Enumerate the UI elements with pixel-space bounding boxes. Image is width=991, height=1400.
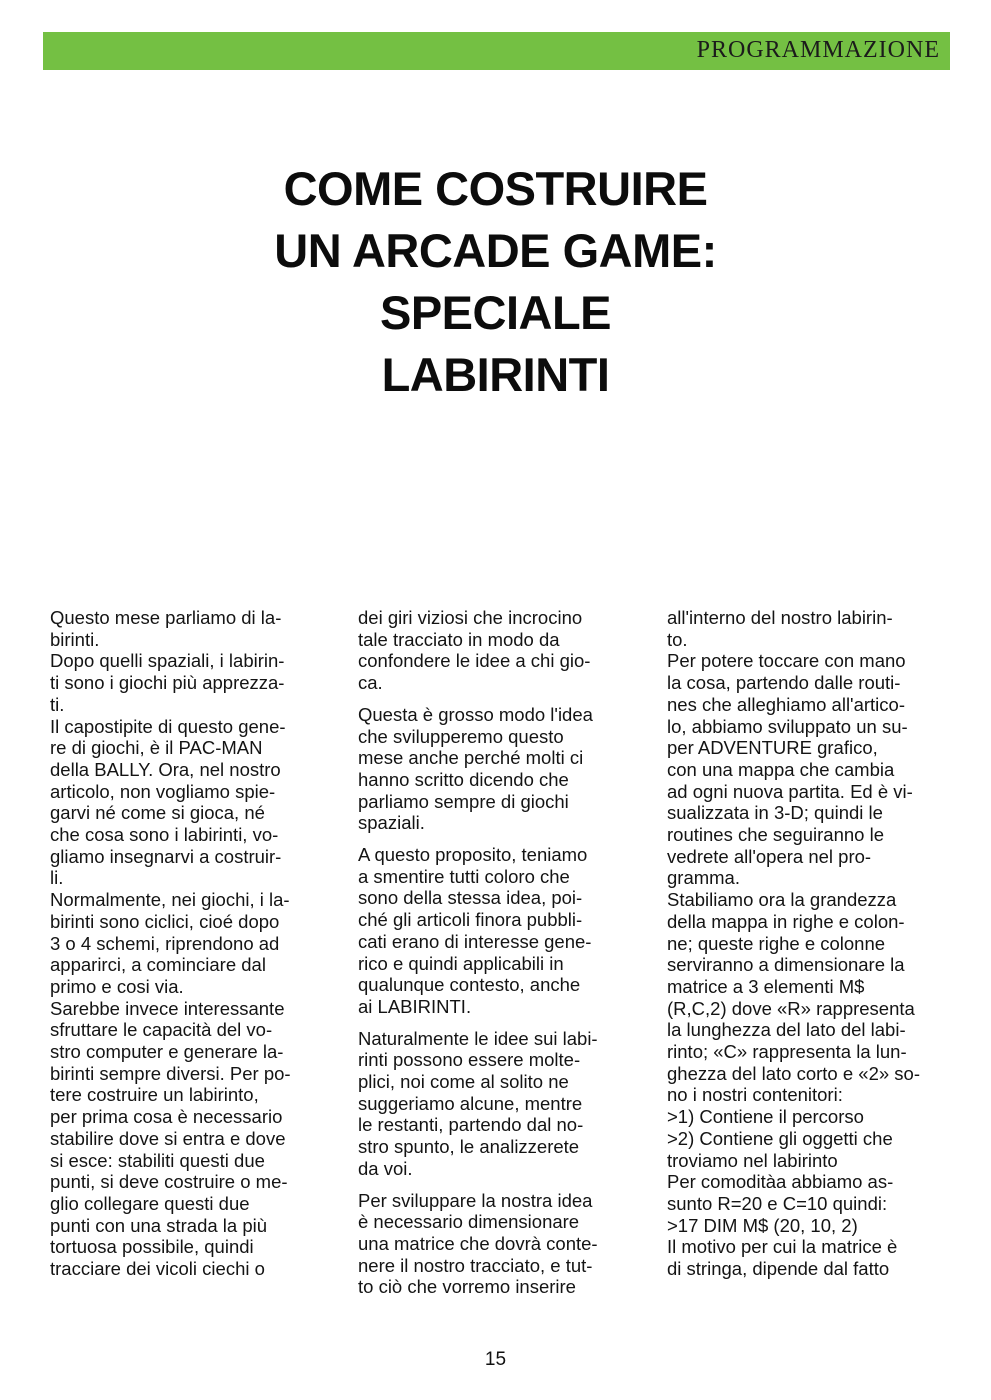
- text-line: gliamo insegnarvi a costruir-: [50, 845, 282, 867]
- text-line: re di giochi, è il PAC-MAN: [50, 737, 263, 759]
- text-line: hanno scritto dicendo che: [358, 768, 569, 790]
- text-line: birinti sempre diversi. Per po-: [50, 1062, 291, 1084]
- text-line: della mappa in righe e colon-: [667, 910, 905, 932]
- text-line: apparirci, a cominciare dal: [50, 954, 266, 976]
- text-line: con una mappa che cambia: [667, 758, 895, 780]
- text-line: birinti.: [50, 628, 100, 650]
- text-line: che cosa sono i labirinti, vo-: [50, 824, 279, 846]
- text-line: ca.: [358, 672, 383, 694]
- paragraph: [358, 844, 646, 1018]
- text-line: Per sviluppare la nostra idea: [358, 1189, 593, 1211]
- text-line: all'interno del nostro labirin-: [667, 607, 893, 628]
- text-line: to.: [667, 628, 688, 650]
- text-line: una matrice che dovrà conte-: [358, 1232, 598, 1254]
- text-column-2: [358, 607, 646, 1298]
- text-line: garvi né come si gioca, né: [50, 802, 265, 824]
- text-line: da voi.: [358, 1157, 413, 1179]
- text-line: di stringa, dipende dal fatto: [667, 1258, 890, 1280]
- text-line: >17 DIM M$ (20, 10, 2): [667, 1214, 858, 1236]
- text-line: punti con una strada la più: [50, 1214, 268, 1236]
- text-line: primo e cosi via.: [50, 975, 184, 997]
- text-line: stro computer e generare la-: [50, 1041, 284, 1063]
- text-line: suggeriamo alcune, mentre: [358, 1092, 583, 1114]
- text-line: confondere le idee a chi gio-: [358, 650, 591, 672]
- text-line: ghezza del lato corto e «2» so-: [667, 1062, 920, 1084]
- title-line: LABIRINTI: [381, 348, 610, 401]
- text-line: parliamo sempre di giochi: [358, 790, 569, 812]
- text-line: sunto R=20 e C=10 quindi:: [667, 1192, 888, 1214]
- text-line: articolo, non vogliamo spie-: [50, 780, 276, 802]
- text-line: stro spunto, le analizzerete: [358, 1136, 580, 1158]
- text-line: A questo proposito, teniamo: [358, 844, 588, 866]
- text-line: ne; queste righe e colonne: [667, 932, 886, 954]
- paragraph: [50, 607, 338, 1280]
- text-line: (R,C,2) dove «R» rappresenta: [667, 997, 915, 1019]
- text-line: Per comoditàa abbiamo as-: [667, 1171, 894, 1193]
- text-line: Per potere toccare con mano: [667, 650, 906, 672]
- text-line: Stabiliamo ora la grandezza: [667, 889, 897, 911]
- paragraph: [358, 1028, 646, 1180]
- text-line: Questo mese parliamo di la-: [50, 607, 282, 628]
- text-line: che svilupperemo questo: [358, 725, 564, 747]
- text-line: Sarebbe invece interessante: [50, 997, 285, 1019]
- text-line: nes che alleghiamo all'artico-: [667, 693, 905, 715]
- text-line: sfruttare le capacità del vo-: [50, 1019, 273, 1041]
- text-line: rico e quindi applicabili in: [358, 952, 564, 974]
- text-line: per ADVENTURE grafico,: [667, 737, 878, 759]
- text-line: no i nostri contenitori:: [667, 1084, 843, 1106]
- paragraph: [358, 704, 646, 834]
- text-line: lo, abbiamo sviluppato un su-: [667, 715, 908, 737]
- text-line: >1) Contiene il percorso: [667, 1106, 864, 1128]
- text-line: della BALLY. Ora, nel nostro: [50, 758, 281, 780]
- text-line: plici, noi come al solito ne: [358, 1071, 569, 1093]
- text-line: qualunque contesto, anche: [358, 974, 581, 996]
- text-line: 3 o 4 schemi, riprendono ad: [50, 932, 280, 954]
- text-line: tere costruire un labirinto,: [50, 1084, 259, 1106]
- text-line: rinti possono essere molte-: [358, 1049, 581, 1071]
- text-line: serviranno a dimensionare la: [667, 954, 905, 976]
- text-line: spaziali.: [358, 812, 425, 834]
- text-column-3: [667, 607, 955, 1280]
- text-line: la cosa, partendo dalle routi-: [667, 672, 901, 694]
- paragraph: [667, 607, 955, 1280]
- text-line: Dopo quelli spaziali, i labirin-: [50, 650, 285, 672]
- text-line: sualizzata in 3-D; quindi le: [667, 802, 883, 824]
- text-line: li.: [50, 867, 64, 889]
- text-line: Normalmente, nei giochi, i la-: [50, 889, 290, 911]
- text-line: a smentire tutti coloro che: [358, 865, 570, 887]
- text-line: dei giri viziosi che incrocino: [358, 607, 583, 628]
- text-line: to ciò che vorremo inserire: [358, 1276, 576, 1298]
- text-line: rinto; «C» rappresenta la lun-: [667, 1041, 907, 1063]
- title-line: COME COSTRUIRE: [283, 162, 708, 215]
- text-line: per prima cosa è necessario: [50, 1106, 283, 1128]
- text-line: stabilire dove si entra e dove: [50, 1127, 286, 1149]
- text-line: mese anche perché molti ci: [358, 747, 584, 769]
- text-line: Naturalmente le idee sui labi-: [358, 1027, 598, 1049]
- page-number: 15: [484, 1349, 507, 1370]
- text-line: ché gli articoli finora pubbli-: [358, 909, 583, 931]
- paragraph: [358, 607, 646, 694]
- text-line: tale tracciato in modo da: [358, 628, 560, 650]
- text-line: tortuosa possibile, quindi: [50, 1236, 254, 1258]
- text-line: la lunghezza del lato del labi-: [667, 1019, 906, 1041]
- text-line: troviamo nel labirinto: [667, 1149, 838, 1171]
- text-line: cati erano di interesse gene-: [358, 930, 592, 952]
- text-line: si esce: stabiliti questi due: [50, 1149, 265, 1171]
- text-line: >2) Contiene gli oggetti che: [667, 1127, 893, 1149]
- text-line: vedrete all'opera nel pro-: [667, 845, 872, 867]
- text-line: Questa è grosso modo l'idea: [358, 703, 593, 725]
- text-column-1: [50, 607, 338, 1280]
- text-line: matrice a 3 elementi M$: [667, 975, 865, 997]
- text-line: gramma.: [667, 867, 740, 889]
- paragraph: [358, 1190, 646, 1299]
- text-line: punti, si deve costruire o me-: [50, 1171, 288, 1193]
- text-line: Il motivo per cui la matrice è: [667, 1236, 898, 1258]
- text-line: glio collegare questi due: [50, 1192, 250, 1214]
- text-line: ti sono i giochi più apprezza-: [50, 672, 285, 694]
- text-line: ad ogni nuova partita. Ed è vi-: [667, 780, 913, 802]
- section-title: PROGRAMMAZIONE: [696, 37, 940, 63]
- text-line: è necessario dimensionare: [358, 1211, 580, 1233]
- text-line: nere il nostro tracciato, e tut-: [358, 1254, 593, 1276]
- text-line: Il capostipite di questo gene-: [50, 715, 286, 737]
- text-line: birinti sono ciclici, cioé dopo: [50, 910, 280, 932]
- text-line: routines che seguiranno le: [667, 824, 885, 846]
- text-line: ai LABIRINTI.: [358, 995, 472, 1017]
- text-line: tracciare dei vicoli ciechi o: [50, 1258, 265, 1280]
- text-line: ti.: [50, 693, 65, 715]
- title-line: UN ARCADE GAME:: [274, 224, 717, 277]
- article-title: [0, 158, 991, 406]
- text-line: le restanti, partendo dal no-: [358, 1114, 584, 1136]
- text-line: sono della stessa idea, poi-: [358, 887, 583, 909]
- section-header-band: [43, 32, 950, 70]
- title-line: SPECIALE: [379, 286, 612, 339]
